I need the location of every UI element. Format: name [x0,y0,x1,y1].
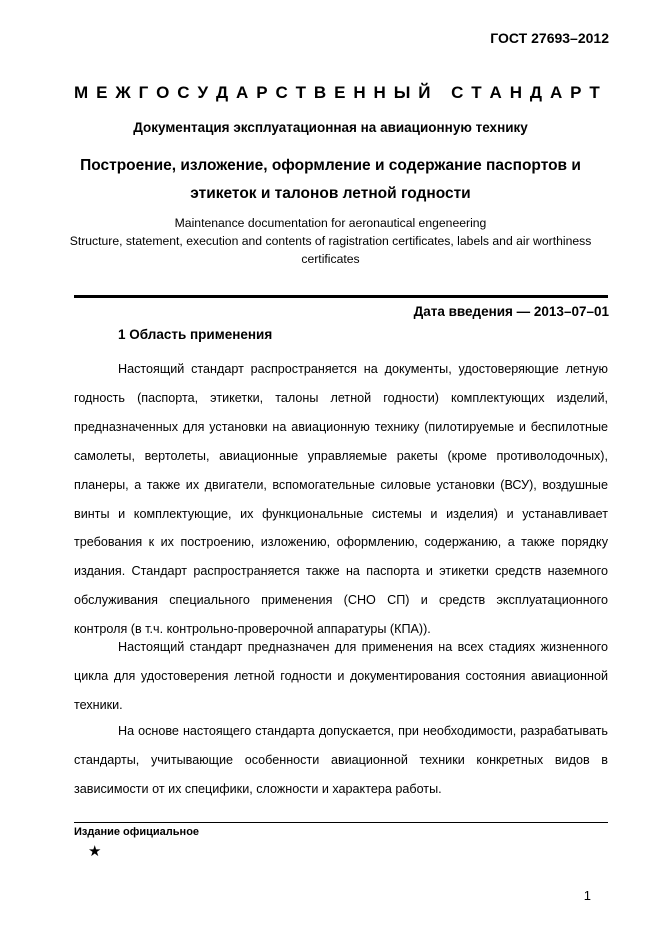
banner-letter: Н [353,83,366,102]
banner-letter: А [236,83,249,102]
english-title-block [60,214,601,268]
paragraph-basis [74,717,608,804]
banner-letter: М [74,83,89,102]
banner-letter: Н [373,83,386,102]
banner-letter: С [275,83,288,102]
banner-letter: Д [215,83,229,102]
banner-letter: Т [471,83,482,102]
banner-letter: Т [295,83,307,102]
paragraph-scope [74,355,608,644]
banner-letter: Н [509,83,523,102]
paragraph-text: На основе настоящего стандарта допускается, при необходимости, разрабатывать стандарты, учитывающие особенности авиационной техники конкретных видов в зависимости от их специфики, сложности и характера работы. [74,724,608,796]
banner-letter: Д [529,83,543,102]
standard-code: ГОСТ 27693–2012 [490,30,609,46]
banner-letter: Ы [393,83,411,102]
page-number: 1 [583,888,591,903]
banner-letter: Е [96,83,108,102]
document-subtitle: Построение, изложение, оформление и содержание паспортов и этикеток и талонов летной годности [80,157,581,202]
title-divider [74,295,608,298]
banner-letter: Т [589,83,600,102]
english-title-line: Maintenance documentation for aeronautical engeneering [174,216,487,230]
banner-letter: А [489,83,502,102]
footer-divider [74,822,608,823]
banner-letter: А [549,83,563,102]
banner-letter: В [313,83,327,102]
paragraph-text: Настоящий стандарт распространяется на документы, удостоверяющие летную годность (паспорта, этикетки, талоны летной годности) комплектующих изделий, предназначенных для установки на авиационную технику (пилотируемые и беспилотные самолеты, вертолеты, авиационные управляемые ракеты (кроме противолодочных), планеры, а также их двигатели, вспомогательные силовые установки (ВСУ), воздушные винты и комплектующие, их функциональные системы и изделия) и устанавливает требования к их построению, изложению, оформлению, содержанию, а также порядку издания. Стандарт распространяется также на паспорта и этикетки средств наземного обслуживания специального применения (СНО СП) и средств эксплуатационного контроля (в т.ч. контрольно-проверочной аппаратуры (КПА)). [74,362,608,637]
banner-letter: Р [256,83,268,102]
banner-letter: Р [570,83,582,102]
star-icon: ★ [88,843,102,860]
banner-letter: Ж [115,83,131,102]
interstate-standard-banner [74,83,600,103]
english-subtitle-line: Structure, statement, execution and contents of ragistration certificates, labels and air worthiness certificates [69,234,592,266]
banner-letter: Г [138,83,149,102]
banner-letter: У [197,83,209,102]
banner-letter: С [177,83,190,102]
paragraph-purpose [74,633,608,720]
introduction-date: Дата введения — 2013–07–01 [413,304,609,319]
banner-letter: С [451,83,464,102]
document-title: Документация эксплуатационная на авиационную технику [133,120,528,135]
banner-letter [438,83,443,103]
section-heading: 1 Область применения [118,327,273,342]
banner-letter: Й [418,83,431,102]
banner-letter: Е [334,83,346,102]
banner-letter: О [156,83,170,102]
official-edition-label: Издание официальное [74,826,200,838]
paragraph-text: Настоящий стандарт предназначен для применения на всех стадиях жизненного цикла для удостоверения летной годности и документирования состояния авиационной техники. [74,640,608,712]
